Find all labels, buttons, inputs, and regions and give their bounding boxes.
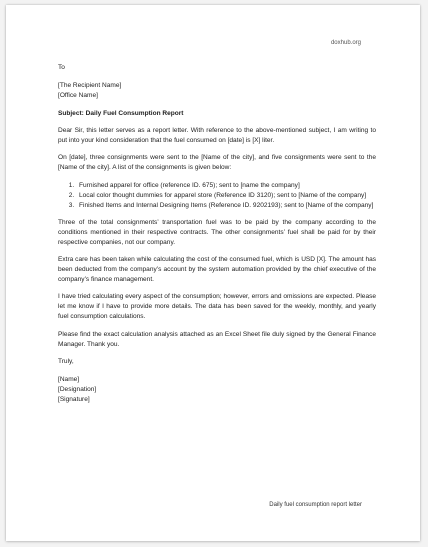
consignment-list	[58, 181, 376, 211]
paragraph-errors: I have tried calculating every aspect of the consumption; however, errors and omissions are expected. Please let me know if I have to provide more details. The data has been saved for the weekly, monthly, and yearly fuel consumption calculations.	[58, 293, 376, 321]
letter-body	[58, 63, 376, 412]
paragraph-transport-fuel: Three of the total consignments’ transportation fuel was to be paid by the company according to the conditions mentioned in their respective contracts. The other consignments’ fuel shall be paid for by their respective companies, not our company.	[58, 218, 376, 246]
paragraph-attachment: Please find the exact calculation analysis attached as an Excel Sheet file duly signed by the General Finance Manager. Thank you.	[58, 330, 376, 348]
paragraph-intro: Dear Sir, this letter serves as a report letter. With reference to the above-mentioned subject, I am writing to put into your kind consideration that the fuel consumed on [date] is [X] liter.	[58, 127, 376, 145]
sender-name: [Name]	[58, 375, 80, 383]
to-label: To	[58, 64, 65, 71]
signature-block	[58, 375, 376, 405]
list-item: 2. Local color thought dummies for apparel store (Reference ID 3120); sent to [Name of the company]	[76, 191, 376, 201]
sender-designation: [Designation]	[58, 385, 97, 393]
recipient-name: [The Recipient Name]	[58, 81, 122, 89]
paragraph-consignments: On [date], three consignments were sent to the [Name of the city], and five consignments were sent to the [Name of the city]. A list of the consignments is given below:	[58, 154, 376, 172]
site-watermark: doxhub.org	[330, 40, 361, 46]
closing: Truly,	[58, 357, 74, 365]
recipient-block	[58, 81, 376, 101]
list-item: 1. Furnished apparel for office (reference ID. 675); sent to [name the company]	[76, 181, 376, 191]
paragraph-cost: Extra care has been taken while calculating the cost of the consumed fuel, which is USD [X]. The amount has been deducted from the company’s account by the system automation provided by the chief executive of the company’s finance management.	[58, 256, 376, 283]
list-item: 3. Finished Items and Internal Designing Items (Reference ID. 9202193); sent to [Name of the company]	[76, 201, 376, 211]
document-footer: Daily fuel consumption report letter	[269, 502, 362, 508]
subject-line: Subject: Daily Fuel Consumption Report	[58, 109, 184, 117]
document-page	[6, 5, 420, 541]
sender-signature: [Signature]	[58, 395, 90, 403]
office-name: [Office Name]	[58, 91, 98, 99]
